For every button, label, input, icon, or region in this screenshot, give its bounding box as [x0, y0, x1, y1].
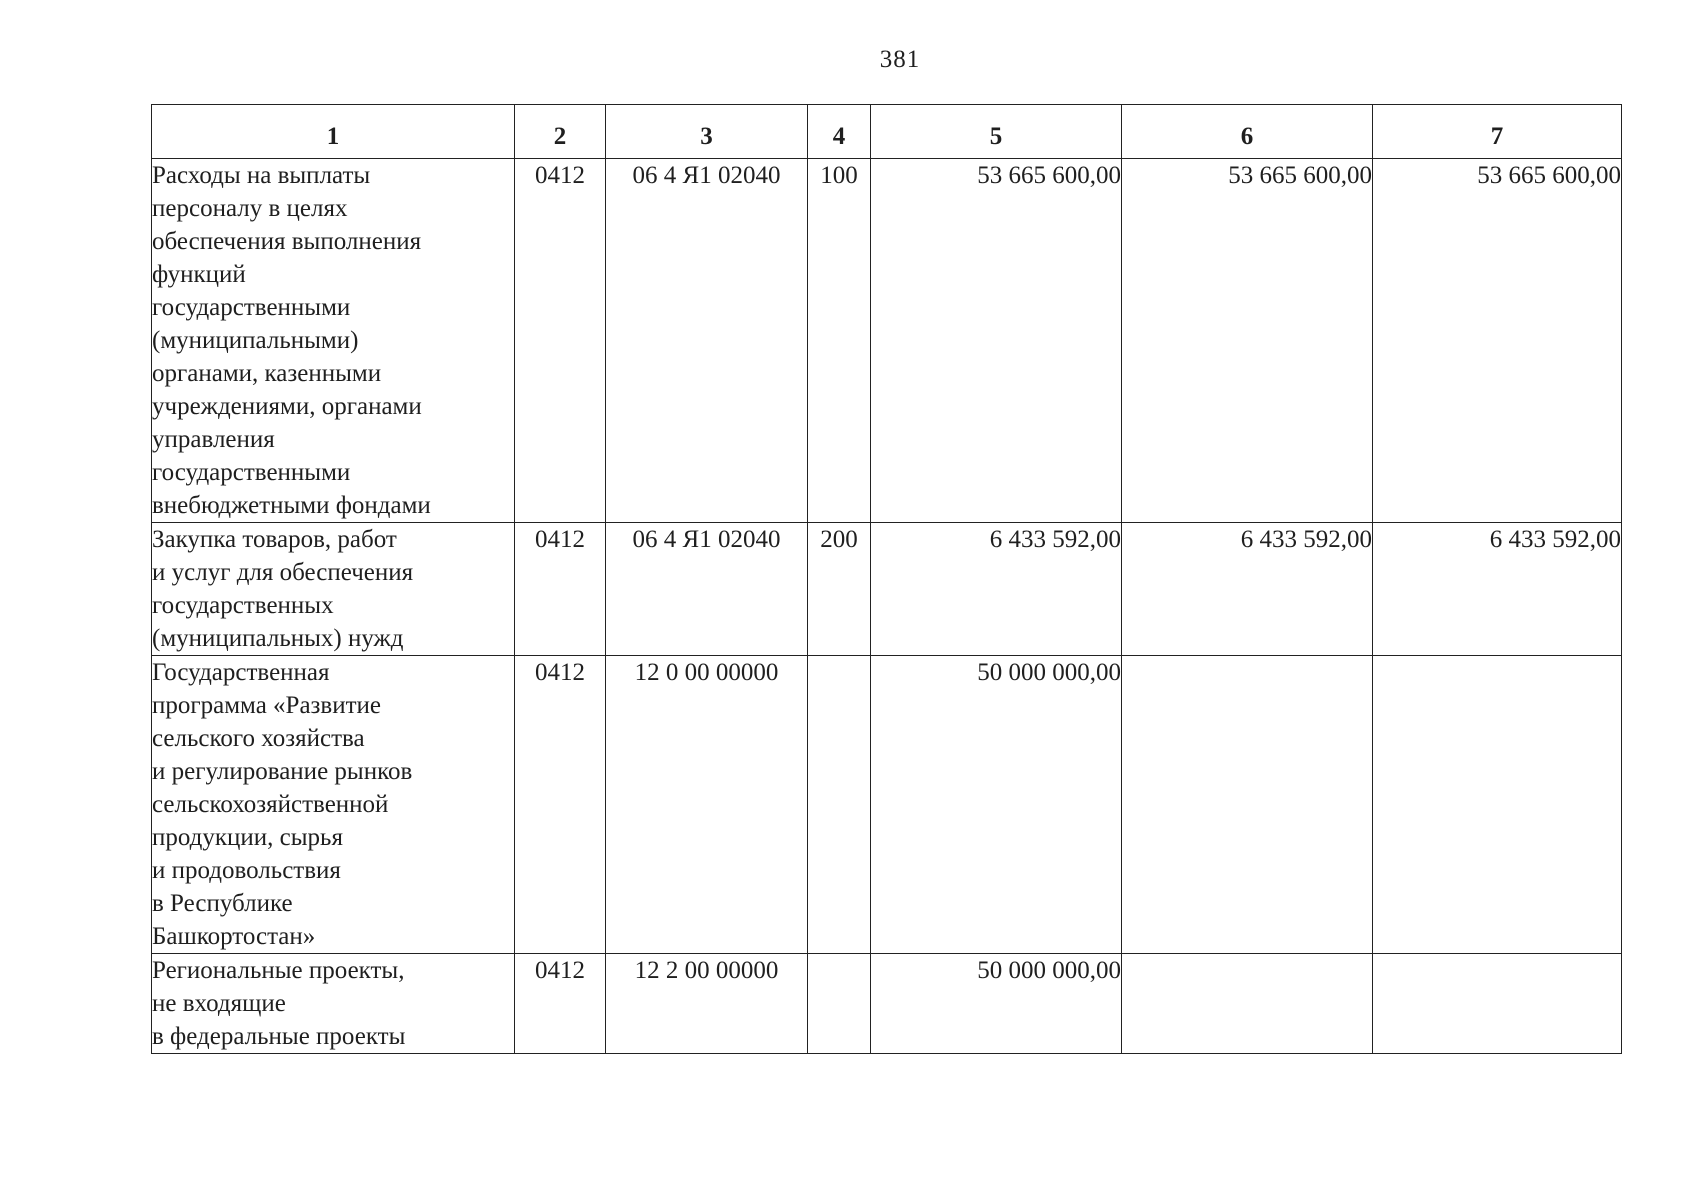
target-code-cell: 12 2 00 00000: [606, 954, 808, 1054]
table-row: [152, 523, 1622, 656]
target-code-cell: 06 4 Я1 02040: [606, 523, 808, 656]
target-code-cell: 12 0 00 00000: [606, 656, 808, 954]
expense-name-line: Расходы на выплаты: [152, 162, 371, 189]
column-header-3: 3: [606, 105, 808, 159]
amount-col6-cell: 6 433 592,00: [1122, 523, 1373, 656]
amount-col5-cell: 50 000 000,00: [871, 954, 1122, 1054]
column-header-5: 5: [871, 105, 1122, 159]
expense-name-line: функций: [152, 261, 246, 288]
header-row: [152, 105, 1622, 159]
expense-name-line: государственными: [152, 459, 351, 486]
expense-name-cell: [152, 159, 515, 523]
expense-name-line: (муниципальными): [152, 327, 359, 354]
budget-table: [151, 104, 1622, 1054]
amount-col5-cell: 6 433 592,00: [871, 523, 1122, 656]
expense-name-line: государственными: [152, 294, 351, 321]
amount-col7-cell: [1373, 656, 1622, 954]
expense-name-cell: [152, 954, 515, 1054]
expense-name-line: внебюджетными фондами: [152, 492, 431, 519]
amount-col7-cell: 6 433 592,00: [1373, 523, 1622, 656]
table-row: [152, 656, 1622, 954]
page-number: 381: [879, 46, 921, 73]
expense-name-line: органами, казенными: [152, 360, 382, 387]
expense-name-line: в Республике: [152, 890, 293, 917]
expense-type-cell: [808, 656, 871, 954]
expense-name-cell: [152, 656, 515, 954]
section-code-cell: 0412: [515, 523, 606, 656]
expense-name-line: (муниципальных) нужд: [152, 625, 404, 652]
section-code-cell: 0412: [515, 656, 606, 954]
expense-name-line: сельского хозяйства: [152, 725, 365, 752]
expense-name-line: сельскохозяйственной: [152, 791, 389, 818]
expense-type-cell: 100: [808, 159, 871, 523]
column-header-1: 1: [152, 105, 515, 159]
expense-name-line: Закупка товаров, работ: [152, 526, 397, 553]
expense-name-line: управления: [152, 426, 275, 453]
amount-col6-cell: [1122, 954, 1373, 1054]
column-header-4: 4: [808, 105, 871, 159]
table-row: [152, 954, 1622, 1054]
expense-name-line: учреждениями, органами: [152, 393, 422, 420]
expense-name-line: в федеральные проекты: [152, 1023, 406, 1050]
expense-name-line: и регулирование рынков: [152, 758, 413, 785]
section-code-cell: 0412: [515, 159, 606, 523]
amount-col7-cell: [1373, 954, 1622, 1054]
expense-name-line: персоналу в целях: [152, 195, 348, 222]
amount-col6-cell: [1122, 656, 1373, 954]
expense-type-cell: [808, 954, 871, 1054]
section-code-cell: 0412: [515, 954, 606, 1054]
expense-type-cell: 200: [808, 523, 871, 656]
amount-col5-cell: 50 000 000,00: [871, 656, 1122, 954]
amount-col6-cell: 53 665 600,00: [1122, 159, 1373, 523]
expense-name-line: программа «Развитие: [152, 692, 382, 719]
expense-name-line: государственных: [152, 592, 334, 619]
column-header-2: 2: [515, 105, 606, 159]
amount-col5-cell: 53 665 600,00: [871, 159, 1122, 523]
expense-name-line: обеспечения выполнения: [152, 228, 422, 255]
amount-col7-cell: 53 665 600,00: [1373, 159, 1622, 523]
target-code-cell: 06 4 Я1 02040: [606, 159, 808, 523]
column-header-7: 7: [1373, 105, 1622, 159]
expense-name-line: Региональные проекты,: [152, 957, 405, 984]
expense-name-line: и услуг для обеспечения: [152, 559, 414, 586]
expense-name-line: Башкортостан»: [152, 923, 316, 950]
column-header-6: 6: [1122, 105, 1373, 159]
expense-name-line: Государственная: [152, 659, 330, 686]
expense-name-line: не входящие: [152, 990, 286, 1017]
table-row: [152, 159, 1622, 523]
expense-name-line: и продовольствия: [152, 857, 341, 884]
expense-name-line: продукции, сырья: [152, 824, 343, 851]
expense-name-cell: [152, 523, 515, 656]
